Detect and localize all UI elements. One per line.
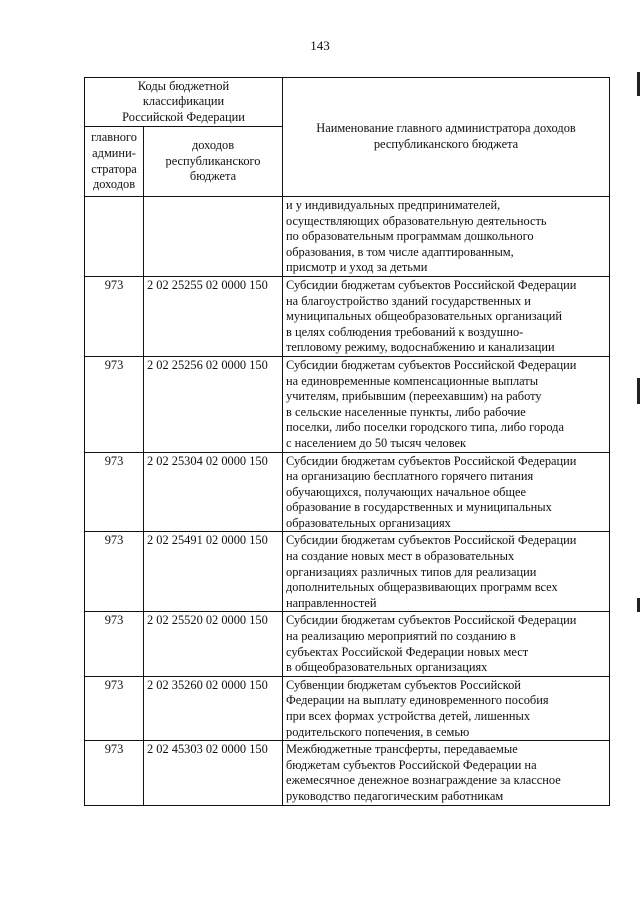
name-line: присмотр и уход за детьми xyxy=(286,260,428,275)
header-line: Коды бюджетной xyxy=(137,78,230,93)
header-line: Наименование главного администратора доходов xyxy=(316,121,576,136)
admin-code-cell: 973 xyxy=(85,676,144,740)
name-line: ежемесячное денежное вознаграждение за классное xyxy=(286,773,561,788)
header-line: главного xyxy=(91,130,137,145)
name-line: Субсидии бюджетам субъектов Российской Федерации xyxy=(286,533,577,548)
name-line: при всех формах устройства детей, лишенных xyxy=(286,709,531,723)
header-line: бюджета xyxy=(189,169,237,184)
name-line: субъектах Российской Федерации новых мест xyxy=(286,644,529,659)
name-line: Субсидии бюджетам субъектов Российской Федерации xyxy=(286,357,577,372)
revenue-code-cell: 2 02 25256 02 0000 150 xyxy=(144,356,283,452)
revenue-code-cell xyxy=(144,197,283,277)
revenue-name-cell xyxy=(283,532,610,612)
name-line: муниципальных общеобразовательных организаций xyxy=(286,309,563,324)
name-line: и у индивидуальных предпринимателей, xyxy=(286,198,501,212)
name-line: на единовременные компенсационные выплаты xyxy=(286,373,539,388)
name-line: образования, в том числе адаптированным, xyxy=(286,244,514,259)
name-line: Субсидии бюджетам субъектов Российской Федерации xyxy=(286,453,577,468)
table-row xyxy=(85,276,610,356)
revenue-code-cell: 2 02 25520 02 0000 150 xyxy=(144,612,283,676)
name-line: организациях различных типов для реализации xyxy=(286,564,537,579)
name-line: осуществляющих образовательную деятельность xyxy=(286,213,547,228)
name-line: Субвенции бюджетам субъектов Российской xyxy=(286,677,521,692)
name-line: поселки, либо поселки городского типа, либо города xyxy=(286,420,564,435)
header-line: доходов xyxy=(191,138,235,153)
name-line: обучающихся, получающих начальное общее xyxy=(286,484,527,499)
revenue-name-cell xyxy=(283,741,610,805)
name-line: в общеобразовательных организациях xyxy=(286,660,488,675)
table-row xyxy=(85,197,610,277)
name-line: на организацию бесплатного горячего питания xyxy=(286,469,534,484)
header-line: республиканского xyxy=(165,153,261,168)
name-line: по образовательным программам дошкольного xyxy=(286,229,534,244)
admin-code-cell: 973 xyxy=(85,741,144,805)
header-line: Российской Федерации xyxy=(122,109,245,124)
budget-classification-table xyxy=(84,77,610,806)
revenue-name-cell xyxy=(283,276,610,356)
revenue-code-cell: 2 02 45303 02 0000 150 xyxy=(144,741,283,805)
name-line: на создание новых мест в образовательных xyxy=(286,549,515,564)
name-line: Субсидии бюджетам субъектов Российской Федерации xyxy=(286,613,577,628)
revenue-name-cell xyxy=(283,676,610,740)
name-line: с населением до 50 тысяч человек xyxy=(286,435,467,450)
revenue-code-cell: 2 02 35260 02 0000 150 xyxy=(144,676,283,740)
header-row-group xyxy=(85,78,610,127)
header-line: классификации xyxy=(142,94,225,109)
header-revenue-code xyxy=(144,127,283,197)
name-line: образование в государственных и муниципальных xyxy=(286,500,552,515)
name-line: руководство педагогическим работникам xyxy=(286,788,504,803)
header-line: республиканского бюджета xyxy=(373,137,519,151)
name-line: на благоустройство зданий государственных и xyxy=(286,293,531,308)
name-line: Субсидии бюджетам субъектов Российской Федерации xyxy=(286,277,577,292)
admin-code-cell: 973 xyxy=(85,276,144,356)
name-line: в сельские населенные пункты, либо рабочие xyxy=(286,404,526,419)
name-line: родительского попечения, в семью xyxy=(286,724,470,739)
header-line: доходов xyxy=(92,177,136,192)
table-row xyxy=(85,741,610,805)
table-row xyxy=(85,612,610,676)
header-administrator-name xyxy=(283,78,610,197)
revenue-code-cell: 2 02 25491 02 0000 150 xyxy=(144,532,283,612)
page-number: 143 xyxy=(310,38,330,53)
admin-code-cell: 973 xyxy=(85,452,144,532)
name-line: бюджетам субъектов Российской Федерации на xyxy=(286,757,537,772)
table-row xyxy=(85,676,610,740)
table-row xyxy=(85,532,610,612)
name-line: дополнительных общеразвивающих программ всех xyxy=(286,580,558,595)
name-line: в целях соблюдения требований к воздушно- xyxy=(286,324,524,339)
name-line: образовательных организациях xyxy=(286,515,451,530)
name-line: тепловому режиму, водоснабжению и канализации xyxy=(286,340,555,355)
table-row xyxy=(85,356,610,452)
name-line: Федерации на выплату единовременного пособия xyxy=(286,693,549,708)
name-line: Межбюджетные трансферты, передаваемые xyxy=(286,742,518,757)
revenue-name-cell xyxy=(283,197,610,277)
header-main-administrator xyxy=(85,127,144,197)
table-row xyxy=(85,452,610,532)
header-line: админи- xyxy=(92,145,136,160)
admin-code-cell xyxy=(85,197,144,277)
name-line: направленностей xyxy=(286,595,377,610)
admin-code-cell: 973 xyxy=(85,356,144,452)
header-budget-codes xyxy=(85,78,283,127)
revenue-name-cell xyxy=(283,452,610,532)
revenue-code-cell: 2 02 25255 02 0000 150 xyxy=(144,276,283,356)
header-line: стратора xyxy=(91,161,137,176)
name-line: на реализацию мероприятий по созданию в xyxy=(286,629,516,644)
revenue-name-cell xyxy=(283,612,610,676)
admin-code-cell: 973 xyxy=(85,612,144,676)
revenue-name-cell xyxy=(283,356,610,452)
revenue-code-cell: 2 02 25304 02 0000 150 xyxy=(144,452,283,532)
admin-code-cell: 973 xyxy=(85,532,144,612)
name-line: учителям, прибывшим (переехавшим) на работу xyxy=(286,389,542,404)
